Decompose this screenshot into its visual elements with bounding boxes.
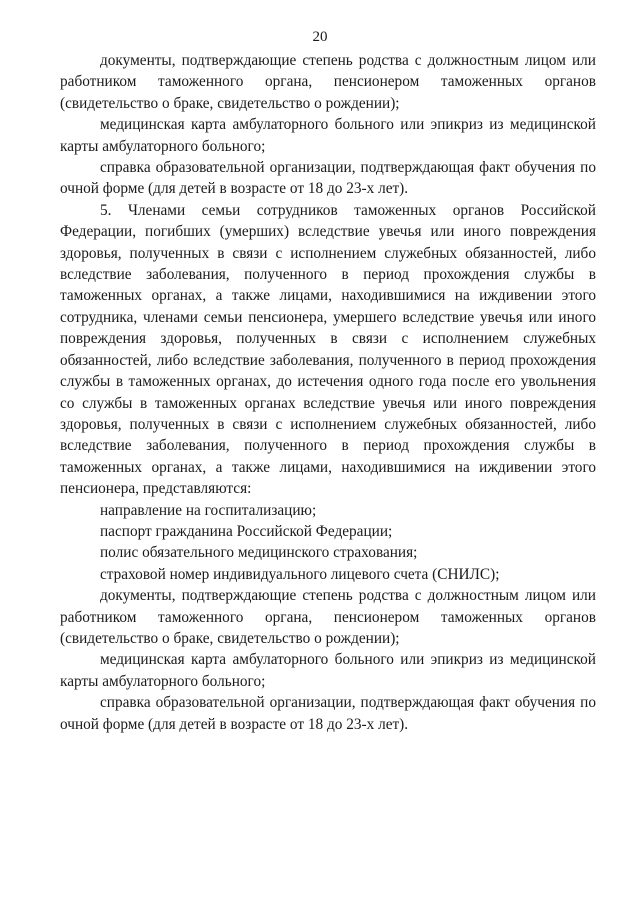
paragraph-kinship-documents: документы, подтверждающие степень родства с должностным лицом или работником таможенного органа, пенсионером таможенных органов (свидетельство о браке, свидетельство о рождении); (60, 52, 596, 112)
list-item-snils: страховой номер индивидуального лицевого счета (СНИЛС); (100, 565, 500, 583)
list-item-medical-card: медицинская карта амбулаторного больного или эпикриз из медицинской карты амбулаторного больного; (60, 651, 596, 690)
paragraph-medical-card: медицинская карта амбулаторного больного или эпикриз из медицинской карты амбулаторного больного; (60, 116, 596, 155)
paragraph-section-5: 5. Членами семьи сотрудников таможенных органов Российской Федерации, погибших (умерших) вследствие увечья или иного повреждения здоровья, полученных в связи с исполнением служебных обязанностей, либо вследствие заболевания, полученного в период прохождения службы в таможенных органах, а также лицами, находившимися на иждивении этого сотрудника, членами семьи пенсионера, умершего вследствие увечья или иного повреждения здоровья, полученных в связи с исполнением служебных обязанностей, либо вследствие заболевания, полученного в период прохождения службы в таможенных органах, до истечения одного года после его увольнения со службы в таможенных органах вследствие увечья или иного повреждения здоровья, полученных в связи с исполнением служебных обязанностей, либо вследствие заболевания, полученного в период прохождения службы в таможенных органах, а также лицами, находившимися на иждивении этого пенсионера, представляются: (60, 201, 596, 498)
list-item-kinship-documents: документы, подтверждающие степень родства с должностным лицом или работником таможенного органа, пенсионером таможенных органов (свидетельство о браке, свидетельство о рождении); (60, 587, 596, 647)
list-item-education-certificate: справка образовательной организации, подтверждающая факт обучения по очной форме (для детей в возрасте от 18 до 23-х лет). (60, 694, 596, 733)
list-item-passport: паспорт гражданина Российской Федерации; (100, 522, 393, 540)
list-item-hospitalization-referral: направление на госпитализацию; (100, 501, 317, 519)
page-number: 20 (312, 29, 328, 45)
document-body (60, 50, 596, 735)
list-item-insurance-policy: полис обязательного медицинского страхования; (100, 544, 418, 562)
paragraph-education-certificate: справка образовательной организации, подтверждающая факт обучения по очной форме (для детей в возрасте от 18 до 23-х лет). (60, 159, 596, 198)
